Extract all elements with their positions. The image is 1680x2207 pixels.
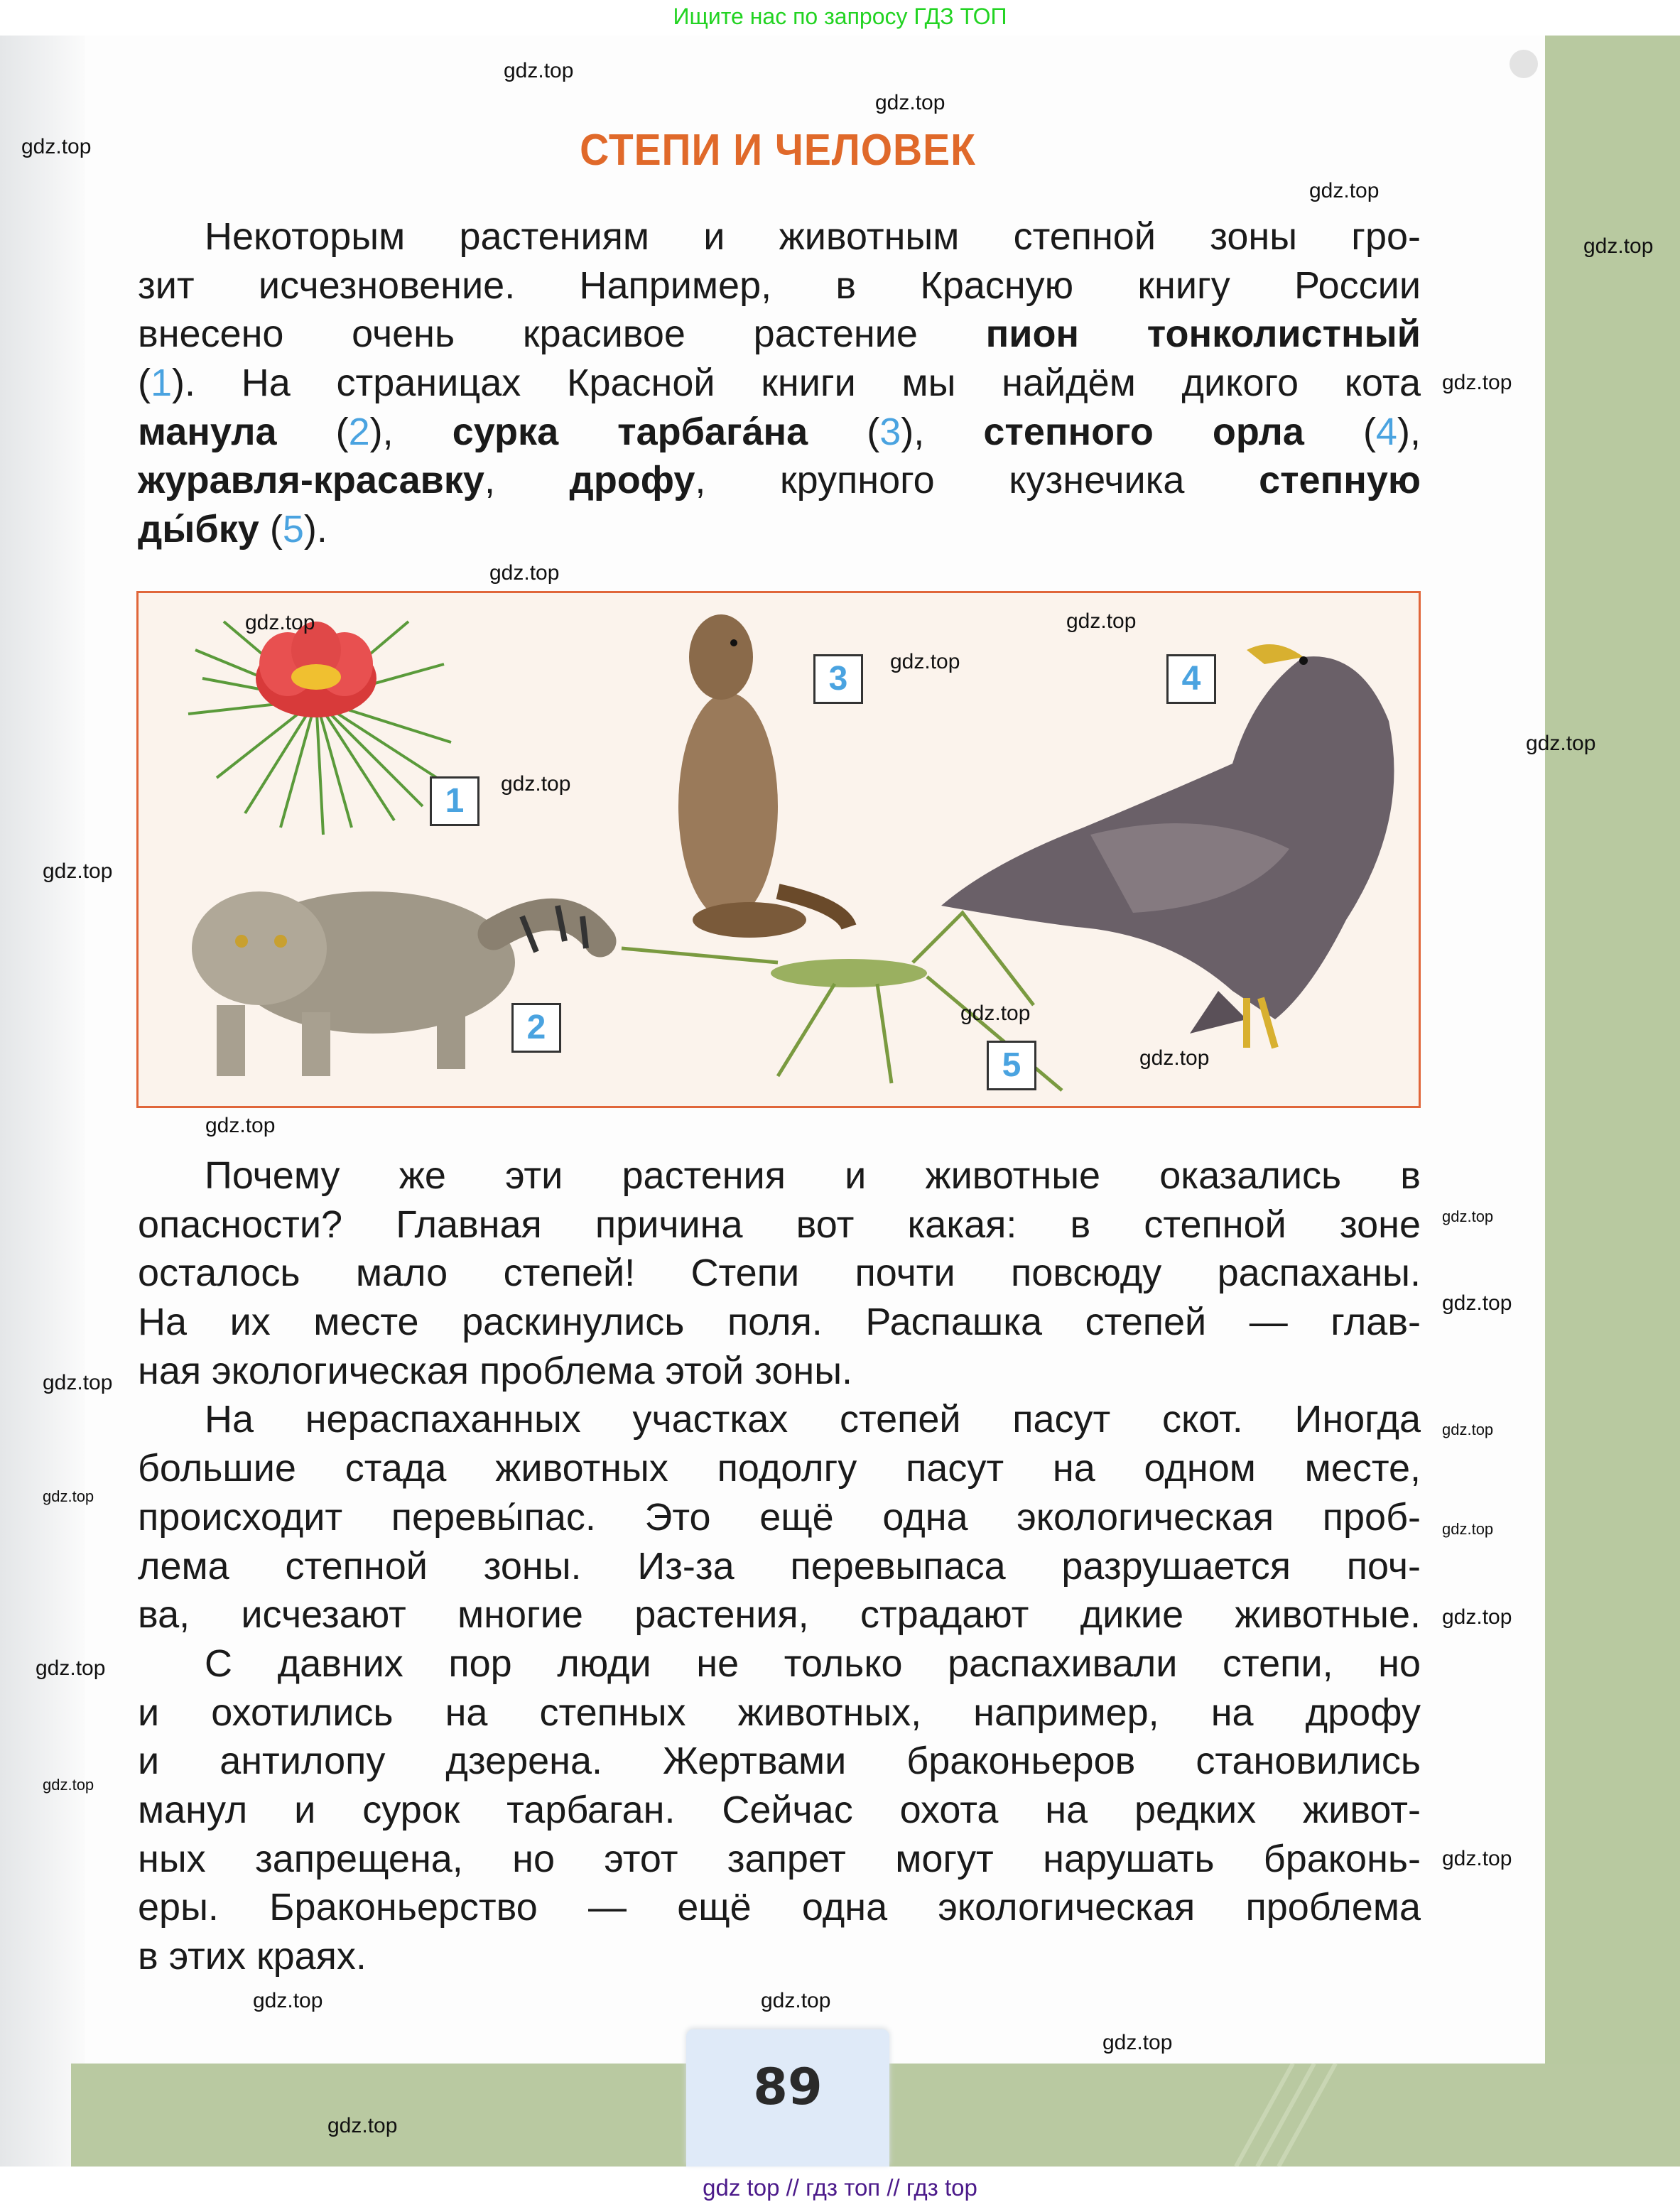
text-segment: и антилопу дзерена. Жертвами браконьеров становились: [138, 1740, 1421, 1783]
text-line: [138, 1688, 1421, 1737]
text-line: [138, 1395, 1421, 1444]
watermark: gdz.top: [1442, 1847, 1512, 1870]
text-segment: ва, исчезают многие растения, страдают дикие животные.: [138, 1593, 1421, 1637]
intro-paragraph: [138, 212, 1421, 554]
text-segment: ). На страницах Красной книги мы найдём дикого кота: [172, 362, 1421, 405]
watermark: gdz.top: [1583, 234, 1654, 258]
text-segment: лема степной зоны. Из-за перевыпаса разрушается поч-: [138, 1544, 1421, 1588]
watermark: gdz.top: [890, 650, 960, 673]
bold-term: степного орла: [983, 410, 1304, 453]
bold-term: журавля-красавку: [138, 459, 484, 502]
text-segment: ,: [484, 459, 570, 502]
text-line: [138, 1737, 1421, 1786]
text-segment: опасности? Главная причина вот какая: в степной зоне: [138, 1203, 1421, 1246]
page-blot: [1510, 50, 1538, 78]
text-segment: внесено очень красивое растение: [138, 313, 986, 356]
text-line: [138, 212, 1421, 261]
text-segment: (: [808, 410, 880, 453]
text-line: [138, 1200, 1421, 1249]
watermark: gdz.top: [1102, 2031, 1173, 2054]
bold-term: ды́бку: [138, 508, 259, 551]
watermark: gdz.top: [1442, 1208, 1494, 1225]
text-segment: (: [1304, 410, 1376, 453]
watermark: gdz.top: [36, 1656, 106, 1680]
text-segment: ).: [303, 508, 327, 551]
watermark: gdz.top: [205, 1114, 276, 1137]
text-line: [138, 1347, 1421, 1396]
figure-reference-number: 5: [282, 508, 304, 551]
bold-term: степную: [1259, 459, 1421, 502]
text-line: [138, 1298, 1421, 1347]
figure-reference-number: 1: [150, 362, 173, 405]
text-line: [138, 1590, 1421, 1639]
right-green-band: [1545, 36, 1680, 2167]
watermark: gdz.top: [253, 1989, 323, 2012]
figure-reference-number: 3: [879, 410, 901, 453]
page-title: СТЕПИ И ЧЕЛОВЕК: [580, 126, 976, 175]
watermark: gdz.top: [1442, 1291, 1512, 1315]
text-segment: , крупного кузнечика: [695, 459, 1259, 502]
top-banner: [0, 0, 1680, 36]
watermark: gdz.top: [761, 1989, 831, 2012]
page-number-tab: [686, 2029, 889, 2167]
figure-reference-number: 4: [1375, 410, 1397, 453]
text-segment: (: [138, 362, 151, 405]
watermark: gdz.top: [43, 1371, 113, 1394]
bold-term: манула: [138, 410, 277, 453]
watermark: gdz.top: [245, 611, 315, 634]
watermark: gdz.top: [1442, 371, 1512, 394]
text-segment: происходит перевы́пас. Это ещё одна экологическая проб-: [138, 1495, 1421, 1539]
watermark: gdz.top: [504, 59, 574, 82]
text-segment: зит исчезновение. Например, в Красную книгу России: [138, 264, 1421, 307]
text-line: [138, 505, 1421, 554]
text-segment: (: [259, 508, 283, 551]
watermark: gdz.top: [1139, 1046, 1210, 1070]
page-number: 89: [753, 2058, 823, 2116]
leaf-decoration-icon: [1208, 2064, 1563, 2167]
text-line: [138, 408, 1421, 457]
watermark: gdz.top: [21, 135, 92, 158]
text-segment: Почему же эти растения и животные оказались в: [205, 1154, 1421, 1197]
bold-term: сурка тарбага́на: [452, 410, 808, 453]
text-line: [138, 1542, 1421, 1591]
text-line: [138, 1639, 1421, 1688]
text-line: [138, 310, 1421, 359]
watermark: gdz.top: [327, 2114, 398, 2137]
text-segment: еры. Браконьерство — ещё одна экологическая проблема: [138, 1886, 1421, 1929]
top-banner-text: Ищите нас по запросу ГДЗ ТОП: [673, 4, 1007, 29]
watermark: gdz.top: [1309, 179, 1380, 202]
text-line: [138, 1444, 1421, 1493]
text-line: [138, 1883, 1421, 1932]
watermark: gdz.top: [43, 860, 113, 883]
watermark: gdz.top: [1442, 1520, 1494, 1538]
watermark: gdz.top: [1442, 1605, 1512, 1629]
figure-reference-number: 2: [348, 410, 370, 453]
steppe-eagle-icon: [941, 644, 1394, 1048]
text-line: [138, 1493, 1421, 1542]
text-line: [138, 1151, 1421, 1200]
watermark: gdz.top: [1526, 732, 1596, 755]
text-segment: ная экологическая проблема этой зоны.: [138, 1349, 853, 1392]
text-segment: ),: [1397, 410, 1421, 453]
text-line: [138, 1932, 1421, 1981]
text-segment: ных запрещена, но этот запрет могут нарушать браконь-: [138, 1837, 1421, 1880]
watermark: gdz.top: [43, 1776, 94, 1794]
watermark: gdz.top: [489, 561, 560, 585]
text-line: [138, 359, 1421, 408]
watermark: gdz.top: [960, 1002, 1031, 1025]
watermark: gdz.top: [43, 1487, 94, 1505]
text-segment: (: [276, 410, 349, 453]
peony-icon: [188, 622, 451, 835]
bottom-caption: gdz top // гдз топ // гдз top: [703, 2174, 977, 2201]
label-eagle: 4: [1166, 654, 1216, 704]
text-segment: На их месте раскинулись поля. Распашка степей — глав-: [138, 1301, 1421, 1344]
text-segment: и охотились на степных животных, например, на дрофу: [138, 1691, 1421, 1734]
text-segment: манул и сурок тарбаган. Сейчас охота на редких живот-: [138, 1788, 1421, 1831]
text-line: [138, 1786, 1421, 1835]
page-gutter-shade: [0, 36, 85, 2167]
text-line: [138, 261, 1421, 310]
bold-term: дрофу: [569, 459, 695, 502]
label-manul: 2: [511, 1003, 561, 1053]
text-segment: большие стада животных подолгу пасут на одном месте,: [138, 1447, 1421, 1490]
watermark: gdz.top: [875, 91, 945, 114]
text-line: [138, 456, 1421, 505]
watermark: gdz.top: [501, 772, 571, 796]
text-line: [138, 1249, 1421, 1298]
text-segment: ),: [901, 410, 984, 453]
label-grasshopper: 5: [987, 1041, 1036, 1090]
bold-term: пион тонколистный: [985, 313, 1421, 356]
red-book-illustration: [136, 591, 1421, 1108]
text-line: [138, 1835, 1421, 1884]
main-text: [138, 1151, 1421, 1981]
text-segment: в этих краях.: [138, 1935, 367, 1978]
label-peony: 1: [430, 776, 479, 826]
text-segment: С давних пор люди не только распахивали степи, но: [205, 1642, 1421, 1685]
watermark: gdz.top: [1066, 609, 1137, 633]
watermark: gdz.top: [1442, 1421, 1494, 1438]
text-segment: ),: [369, 410, 452, 453]
text-segment: Некоторым растениям и животным степной зоны гро-: [205, 215, 1421, 258]
text-segment: осталось мало степей! Степи почти повсюду распаханы.: [138, 1252, 1421, 1295]
label-marmot: 3: [813, 654, 863, 704]
text-segment: На нераспаханных участках степей пасут скот. Иногда: [205, 1398, 1421, 1441]
